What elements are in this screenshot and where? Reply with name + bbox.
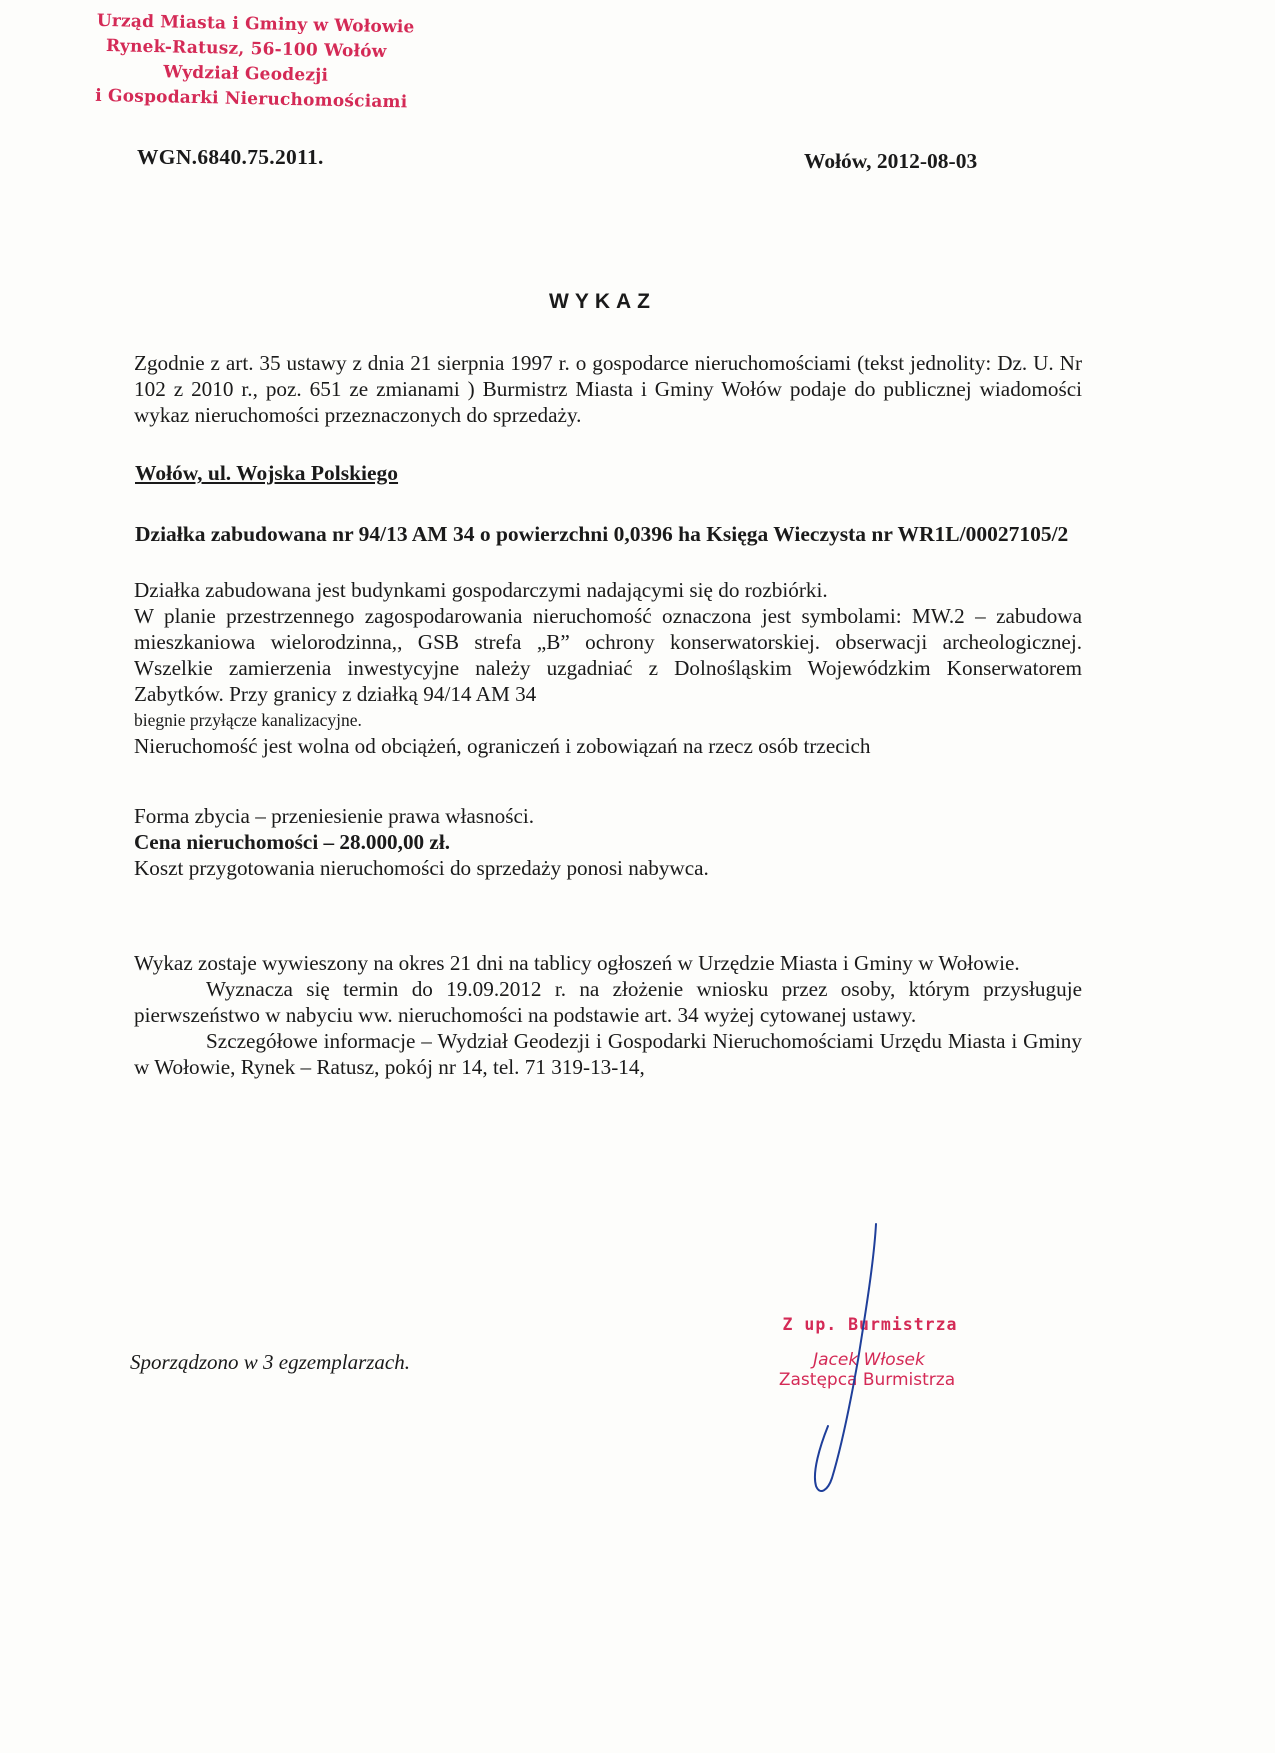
place-date: Wołów, 2012-08-03 — [804, 149, 978, 173]
office-stamp — [95, 9, 415, 115]
parcel-description-line: Nieruchomość jest wolna od obciążeń, ograniczeń i zobowiązań na rzecz osób trzecich — [134, 734, 871, 758]
sale-details — [134, 803, 709, 881]
office-stamp-line: Urząd Miasta i Gminy w Wołowie — [96, 10, 415, 38]
reference-number: WGN.6840.75.2011. — [137, 145, 324, 169]
parcel-description-line: W planie przestrzennego zagospodarowania nieruchomość oznaczona jest symbolami: MW.2 – zabudowa mieszkaniowa wielorodzinna,, GSB strefa „B” ochrony konserwatorskiej. obserwacji archeologicznej. Wszelkie zamierzenia inwestycyjne należy uzgadniać z Dolnośląskim Wojewódzkim Konserwatorem Zabytków. Przy granicy z działką 94/14 AM 34 — [134, 604, 1082, 706]
parcel-heading: Działka zabudowana nr 94/13 AM 34 o powierzchni 0,0396 ha Księga Wieczysta nr WR1L/00027105/2 — [135, 522, 1069, 546]
notice-paragraph: Wykaz zostaje wywieszony na okres 21 dni na tablicy ogłoszeń w Urzędzie Miasta i Gminy w Wołowie. — [134, 951, 1020, 975]
office-stamp-line: i Gospodarki Nieruchomościami — [95, 85, 408, 113]
handwritten-signature — [790, 1220, 900, 1500]
sale-cost: Koszt przygotowania nieruchomości do sprzedaży ponosi nabywca. — [134, 856, 709, 880]
document-title: WYKAZ — [549, 290, 656, 313]
notice-section — [134, 950, 1082, 1080]
notice-paragraph: Wyznacza się termin do 19.09.2012 r. na złożenie wniosku przez osoby, którym przysługuje pierwszeństwo w nabyciu ww. nieruchomości na podstawie art. 34 wyżej cytowanej ustawy. — [134, 977, 1082, 1027]
intro-paragraph: Zgodnie z art. 35 ustawy z dnia 21 sierpnia 1997 r. o gospodarce nieruchomościami (tekst jednolity: Dz. U. Nr 102 z 2010 r., poz. 651 ze zmianami ) Burmistrz Miasta i Gminy Wołów podaje do publicznej wiadomości wykaz nieruchomości przeznaczonych do sprzedaży. — [134, 351, 1082, 427]
parcel-description-line: Działka zabudowana jest budynkami gospodarczymi nadającymi się do rozbiórki. — [134, 578, 828, 602]
parcel-description-line: biegnie przyłącze kanalizacyjne. — [134, 710, 362, 730]
sale-price: Cena nieruchomości – 28.000,00 zł. — [134, 830, 451, 854]
signature-role: Z up. Burmistrza — [782, 1315, 958, 1334]
notice-paragraph: Szczegółowe informacje – Wydział Geodezji i Gospodarki Nieruchomościami Urzędu Miasta i Gminy w Wołowie, Rynek – Ratusz, pokój nr 14, tel. 71 319-13-14, — [134, 1029, 1082, 1079]
office-stamp-line: Wydział Geodezji — [163, 62, 329, 86]
sale-form: Forma zbycia – przeniesienie prawa własności. — [134, 804, 535, 828]
signature-name: Jacek Włosek — [813, 1350, 925, 1370]
office-stamp-line: Rynek-Ratusz, 56-100 Wołów — [105, 36, 387, 62]
parcel-description — [134, 577, 1082, 759]
property-location: Wołów, ul. Wojska Polskiego — [135, 461, 399, 485]
copies-note: Sporządzono w 3 egzemplarzach. — [130, 1350, 411, 1374]
signature-title: Zastępca Burmistrza — [778, 1370, 956, 1390]
